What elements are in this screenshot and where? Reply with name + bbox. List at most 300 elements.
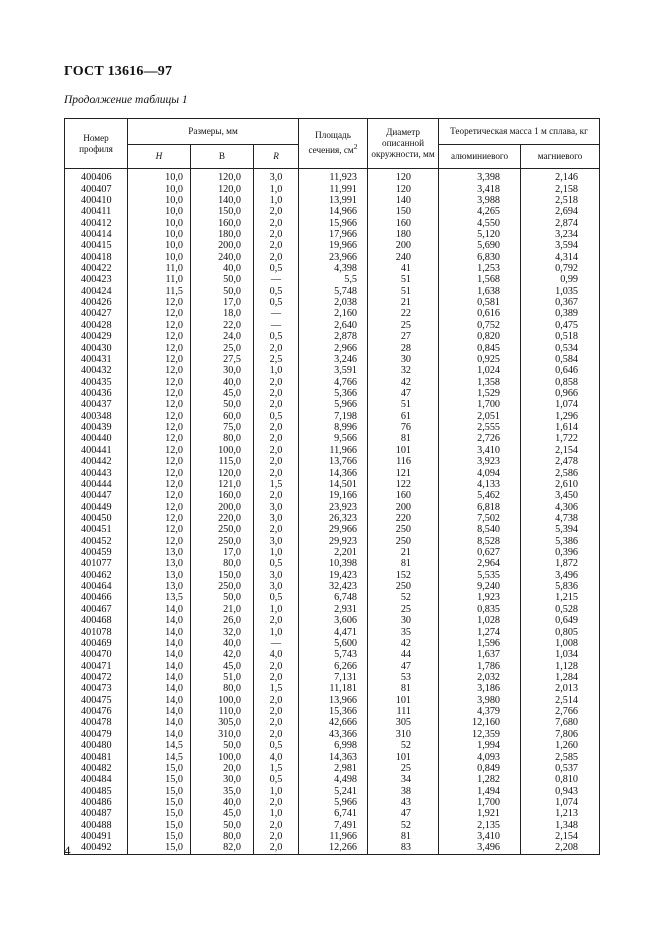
height-H-cell: 14,0	[128, 604, 191, 615]
width-B-cell: 40,0	[191, 638, 254, 649]
height-H-cell: 14,0	[128, 660, 191, 671]
mass-magnesium-cell: 5,394	[521, 524, 600, 535]
section-area-cell: 5,366	[299, 388, 368, 399]
profile-number-cell: 401077	[65, 558, 128, 569]
radius-R-cell: 3,0	[254, 501, 299, 512]
section-area-cell: 23,923	[299, 501, 368, 512]
width-B-cell: 42,0	[191, 649, 254, 660]
height-H-cell: 14,0	[128, 706, 191, 717]
table-continuation-caption: Продолжение таблицы 1	[64, 94, 188, 106]
section-area-cell: 29,923	[299, 536, 368, 547]
table-row	[65, 411, 600, 422]
radius-R-cell: 2,0	[254, 433, 299, 444]
mass-aluminum-cell: 6,818	[439, 501, 521, 512]
mass-aluminum-cell: 3,496	[439, 842, 521, 854]
circumscribed-diameter-cell: 81	[368, 831, 439, 842]
mass-aluminum-cell: 3,988	[439, 195, 521, 206]
width-B-cell: 80,0	[191, 558, 254, 569]
mass-aluminum-cell: 2,726	[439, 433, 521, 444]
table-row	[65, 729, 600, 740]
mass-magnesium-cell: 2,514	[521, 695, 600, 706]
width-B-cell: 160,0	[191, 490, 254, 501]
width-B-cell: 80,0	[191, 831, 254, 842]
mass-magnesium-cell: 4,314	[521, 252, 600, 263]
table-row	[65, 604, 600, 615]
radius-R-cell: 0,5	[254, 592, 299, 603]
radius-R-cell: 1,0	[254, 808, 299, 819]
section-area-cell: 15,966	[299, 217, 368, 228]
mass-magnesium-cell: 1,128	[521, 660, 600, 671]
radius-R-cell: 2,0	[254, 797, 299, 808]
mass-magnesium-cell: 0,367	[521, 297, 600, 308]
mass-magnesium-cell: 1,722	[521, 433, 600, 444]
table-row	[65, 365, 600, 376]
mass-magnesium-cell: 1,213	[521, 808, 600, 819]
height-H-cell: 14,0	[128, 695, 191, 706]
circumscribed-diameter-cell: 111	[368, 706, 439, 717]
table-row	[65, 592, 600, 603]
height-H-cell: 14,0	[128, 615, 191, 626]
width-B-cell: 40,0	[191, 797, 254, 808]
mass-aluminum-cell: 1,700	[439, 797, 521, 808]
radius-R-cell: 1,0	[254, 626, 299, 637]
height-H-cell: 14,0	[128, 638, 191, 649]
table-row	[65, 169, 600, 184]
mass-aluminum-cell: 6,830	[439, 252, 521, 263]
radius-R-cell: 0,5	[254, 331, 299, 342]
circumscribed-diameter-cell: 25	[368, 604, 439, 615]
table-row	[65, 183, 600, 194]
width-B-cell: 150,0	[191, 206, 254, 217]
section-area-cell: 13,766	[299, 456, 368, 467]
profile-number-cell: 400452	[65, 536, 128, 547]
table-row	[65, 706, 600, 717]
mass-magnesium-cell: 2,158	[521, 183, 600, 194]
profile-number-cell: 400423	[65, 274, 128, 285]
table-row	[65, 456, 600, 467]
circumscribed-diameter-cell: 61	[368, 411, 439, 422]
radius-R-cell: 1,0	[254, 183, 299, 194]
section-area-cell: 13,991	[299, 195, 368, 206]
table-row	[65, 660, 600, 671]
width-B-cell: 32,0	[191, 626, 254, 637]
profile-number-cell: 400488	[65, 819, 128, 830]
header-theoretical-mass: Теоретическая масса 1 м сплава, кг	[439, 119, 600, 145]
profile-number-cell: 400410	[65, 195, 128, 206]
height-H-cell: 14,0	[128, 672, 191, 683]
circumscribed-diameter-cell: 22	[368, 308, 439, 319]
table-row	[65, 501, 600, 512]
circumscribed-diameter-cell: 220	[368, 513, 439, 524]
mass-aluminum-cell: 0,752	[439, 320, 521, 331]
width-B-cell: 26,0	[191, 615, 254, 626]
mass-aluminum-cell: 3,980	[439, 695, 521, 706]
mass-aluminum-cell: 0,835	[439, 604, 521, 615]
mass-magnesium-cell: 0,943	[521, 785, 600, 796]
height-H-cell: 10,0	[128, 240, 191, 251]
height-H-cell: 13,5	[128, 592, 191, 603]
mass-magnesium-cell: 5,836	[521, 581, 600, 592]
mass-magnesium-cell: 2,013	[521, 683, 600, 694]
section-area-cell: 5,743	[299, 649, 368, 660]
height-H-cell: 15,0	[128, 785, 191, 796]
radius-R-cell: 2,0	[254, 229, 299, 240]
mass-magnesium-cell: 1,034	[521, 649, 600, 660]
circumscribed-diameter-cell: 28	[368, 342, 439, 353]
height-H-cell: 12,0	[128, 456, 191, 467]
circumscribed-diameter-cell: 47	[368, 388, 439, 399]
profile-number-cell: 400441	[65, 445, 128, 456]
mass-magnesium-cell: 2,154	[521, 445, 600, 456]
table-row	[65, 399, 600, 410]
circumscribed-diameter-cell: 121	[368, 467, 439, 478]
circumscribed-diameter-cell: 200	[368, 240, 439, 251]
section-area-cell: 5,241	[299, 785, 368, 796]
circumscribed-diameter-cell: 122	[368, 479, 439, 490]
section-area-cell: 11,923	[299, 169, 368, 184]
table-row	[65, 263, 600, 274]
table-row	[65, 536, 600, 547]
mass-aluminum-cell: 8,540	[439, 524, 521, 535]
circumscribed-diameter-cell: 30	[368, 615, 439, 626]
mass-magnesium-cell: 1,008	[521, 638, 600, 649]
circumscribed-diameter-cell: 101	[368, 695, 439, 706]
table-row	[65, 206, 600, 217]
table-row	[65, 672, 600, 683]
document-header: ГОСТ 13616—97	[64, 64, 173, 79]
profile-number-cell: 400437	[65, 399, 128, 410]
circumscribed-diameter-cell: 83	[368, 842, 439, 854]
profile-number-cell: 400415	[65, 240, 128, 251]
table-row	[65, 524, 600, 535]
radius-R-cell: 2,0	[254, 672, 299, 683]
mass-magnesium-cell: 5,386	[521, 536, 600, 547]
table-row	[65, 422, 600, 433]
circumscribed-diameter-cell: 305	[368, 717, 439, 728]
radius-R-cell: 0,5	[254, 558, 299, 569]
height-H-cell: 11,0	[128, 274, 191, 285]
mass-magnesium-cell: 1,614	[521, 422, 600, 433]
profile-number-cell: 400418	[65, 252, 128, 263]
table-row	[65, 558, 600, 569]
circumscribed-diameter-cell: 34	[368, 774, 439, 785]
section-area-cell: 2,201	[299, 547, 368, 558]
mass-magnesium-cell: 0,584	[521, 354, 600, 365]
height-H-cell: 12,0	[128, 501, 191, 512]
circumscribed-diameter-cell: 180	[368, 229, 439, 240]
width-B-cell: 82,0	[191, 842, 254, 854]
radius-R-cell: 2,0	[254, 842, 299, 854]
profile-number-cell: 400464	[65, 581, 128, 592]
circumscribed-diameter-cell: 51	[368, 399, 439, 410]
section-area-cell: 6,748	[299, 592, 368, 603]
radius-R-cell: 2,0	[254, 615, 299, 626]
radius-R-cell: 2,0	[254, 252, 299, 263]
section-area-cell: 2,981	[299, 763, 368, 774]
height-H-cell: 12,0	[128, 467, 191, 478]
radius-R-cell: 1,0	[254, 365, 299, 376]
circumscribed-diameter-cell: 21	[368, 547, 439, 558]
circumscribed-diameter-cell: 53	[368, 672, 439, 683]
width-B-cell: 50,0	[191, 592, 254, 603]
mass-magnesium-cell: 3,594	[521, 240, 600, 251]
width-B-cell: 22,0	[191, 320, 254, 331]
mass-magnesium-cell: 2,146	[521, 169, 600, 184]
circumscribed-diameter-cell: 250	[368, 524, 439, 535]
profile-number-cell: 400435	[65, 376, 128, 387]
mass-aluminum-cell: 1,028	[439, 615, 521, 626]
radius-R-cell: 1,5	[254, 683, 299, 694]
section-area-cell: 23,966	[299, 252, 368, 263]
mass-aluminum-cell: 2,964	[439, 558, 521, 569]
table-row	[65, 479, 600, 490]
radius-R-cell: 4,0	[254, 649, 299, 660]
circumscribed-diameter-cell: 52	[368, 740, 439, 751]
width-B-cell: 35,0	[191, 785, 254, 796]
profile-number-cell: 400430	[65, 342, 128, 353]
circumscribed-diameter-cell: 25	[368, 763, 439, 774]
section-area-cell: 19,166	[299, 490, 368, 501]
header-diameter: Диаметр описанной окружности, мм	[368, 119, 439, 169]
radius-R-cell: 2,0	[254, 388, 299, 399]
width-B-cell: 45,0	[191, 808, 254, 819]
mass-aluminum-cell: 5,462	[439, 490, 521, 501]
height-H-cell: 14,0	[128, 649, 191, 660]
section-area-cell: 13,966	[299, 695, 368, 706]
height-H-cell: 14,0	[128, 683, 191, 694]
table-row	[65, 433, 600, 444]
table-row	[65, 195, 600, 206]
profile-number-cell: 400443	[65, 467, 128, 478]
section-area-cell: 12,266	[299, 842, 368, 854]
mass-magnesium-cell: 1,872	[521, 558, 600, 569]
radius-R-cell: 2,0	[254, 490, 299, 501]
height-H-cell: 10,0	[128, 183, 191, 194]
width-B-cell: 30,0	[191, 774, 254, 785]
mass-magnesium-cell: 4,738	[521, 513, 600, 524]
width-B-cell: 115,0	[191, 456, 254, 467]
mass-aluminum-cell: 0,616	[439, 308, 521, 319]
width-B-cell: 24,0	[191, 331, 254, 342]
width-B-cell: 45,0	[191, 660, 254, 671]
width-B-cell: 150,0	[191, 570, 254, 581]
mass-magnesium-cell: 2,585	[521, 751, 600, 762]
header-magnesium: магниевого	[521, 145, 600, 169]
height-H-cell: 15,0	[128, 819, 191, 830]
table-row	[65, 740, 600, 751]
table-row	[65, 388, 600, 399]
mass-aluminum-cell: 2,555	[439, 422, 521, 433]
section-area-cell: 2,160	[299, 308, 368, 319]
mass-aluminum-cell: 9,240	[439, 581, 521, 592]
section-area-cell: 3,246	[299, 354, 368, 365]
width-B-cell: 80,0	[191, 433, 254, 444]
header-aluminum: алюминиевого	[439, 145, 521, 169]
height-H-cell: 12,0	[128, 399, 191, 410]
height-H-cell: 12,0	[128, 524, 191, 535]
radius-R-cell: 2,0	[254, 456, 299, 467]
section-area-cell: 10,398	[299, 558, 368, 569]
table-row	[65, 342, 600, 353]
header-B: B	[191, 145, 254, 169]
height-H-cell: 12,0	[128, 297, 191, 308]
height-H-cell: 14,5	[128, 751, 191, 762]
mass-magnesium-cell: 4,306	[521, 501, 600, 512]
profile-number-cell: 400484	[65, 774, 128, 785]
width-B-cell: 20,0	[191, 763, 254, 774]
height-H-cell: 12,0	[128, 411, 191, 422]
circumscribed-diameter-cell: 250	[368, 536, 439, 547]
circumscribed-diameter-cell: 32	[368, 365, 439, 376]
height-H-cell: 12,0	[128, 308, 191, 319]
circumscribed-diameter-cell: 81	[368, 683, 439, 694]
height-H-cell: 15,0	[128, 831, 191, 842]
mass-aluminum-cell: 0,820	[439, 331, 521, 342]
circumscribed-diameter-cell: 240	[368, 252, 439, 263]
radius-R-cell: 1,0	[254, 195, 299, 206]
radius-R-cell: 0,5	[254, 774, 299, 785]
section-area-cell: 32,423	[299, 581, 368, 592]
mass-magnesium-cell: 7,680	[521, 717, 600, 728]
profile-number-cell: 400470	[65, 649, 128, 660]
width-B-cell: 100,0	[191, 695, 254, 706]
width-B-cell: 120,0	[191, 169, 254, 184]
table-row	[65, 240, 600, 251]
radius-R-cell: 2,0	[254, 399, 299, 410]
radius-R-cell: 0,5	[254, 411, 299, 422]
width-B-cell: 30,0	[191, 365, 254, 376]
width-B-cell: 120,0	[191, 467, 254, 478]
height-H-cell: 12,0	[128, 388, 191, 399]
mass-magnesium-cell: 2,694	[521, 206, 600, 217]
profile-number-cell: 400440	[65, 433, 128, 444]
section-area-cell: 11,181	[299, 683, 368, 694]
profile-number-cell: 400406	[65, 169, 128, 184]
circumscribed-diameter-cell: 47	[368, 808, 439, 819]
width-B-cell: 250,0	[191, 536, 254, 547]
height-H-cell: 10,0	[128, 217, 191, 228]
mass-aluminum-cell: 2,135	[439, 819, 521, 830]
mass-magnesium-cell: 2,478	[521, 456, 600, 467]
section-area-cell: 7,131	[299, 672, 368, 683]
mass-aluminum-cell: 4,265	[439, 206, 521, 217]
table-row	[65, 808, 600, 819]
height-H-cell: 12,0	[128, 445, 191, 456]
mass-magnesium-cell: 0,792	[521, 263, 600, 274]
profile-number-cell: 400432	[65, 365, 128, 376]
mass-aluminum-cell: 1,529	[439, 388, 521, 399]
circumscribed-diameter-cell: 44	[368, 649, 439, 660]
mass-magnesium-cell: 3,450	[521, 490, 600, 501]
profile-number-cell: 400426	[65, 297, 128, 308]
height-H-cell: 10,0	[128, 229, 191, 240]
circumscribed-diameter-cell: 42	[368, 376, 439, 387]
table-row	[65, 274, 600, 285]
mass-aluminum-cell: 0,627	[439, 547, 521, 558]
mass-aluminum-cell: 1,638	[439, 286, 521, 297]
mass-magnesium-cell: 1,074	[521, 399, 600, 410]
mass-magnesium-cell: 1,215	[521, 592, 600, 603]
mass-magnesium-cell: 1,260	[521, 740, 600, 751]
radius-R-cell: 1,5	[254, 763, 299, 774]
table-row	[65, 683, 600, 694]
profile-number-cell: 400451	[65, 524, 128, 535]
mass-aluminum-cell: 3,186	[439, 683, 521, 694]
mass-aluminum-cell: 5,535	[439, 570, 521, 581]
mass-magnesium-cell: 2,154	[521, 831, 600, 842]
profile-number-cell: 400412	[65, 217, 128, 228]
table-row	[65, 354, 600, 365]
circumscribed-diameter-cell: 52	[368, 592, 439, 603]
section-area-cell: 42,666	[299, 717, 368, 728]
mass-magnesium-cell: 2,518	[521, 195, 600, 206]
circumscribed-diameter-cell: 160	[368, 490, 439, 501]
width-B-cell: 200,0	[191, 240, 254, 251]
profile-number-cell: 400414	[65, 229, 128, 240]
profile-number-cell: 400348	[65, 411, 128, 422]
radius-R-cell: 2,0	[254, 729, 299, 740]
height-H-cell: 14,0	[128, 626, 191, 637]
section-area-cell: 2,038	[299, 297, 368, 308]
mass-aluminum-cell: 1,921	[439, 808, 521, 819]
mass-magnesium-cell: 0,389	[521, 308, 600, 319]
table-row	[65, 376, 600, 387]
mass-aluminum-cell: 1,994	[439, 740, 521, 751]
circumscribed-diameter-cell: 101	[368, 751, 439, 762]
table-row	[65, 717, 600, 728]
mass-magnesium-cell: 2,874	[521, 217, 600, 228]
radius-R-cell: 0,5	[254, 263, 299, 274]
section-area-cell: 3,591	[299, 365, 368, 376]
section-area-cell: 29,966	[299, 524, 368, 535]
circumscribed-diameter-cell: 76	[368, 422, 439, 433]
mass-magnesium-cell: 1,284	[521, 672, 600, 683]
radius-R-cell: 2,0	[254, 695, 299, 706]
profile-number-cell: 400479	[65, 729, 128, 740]
circumscribed-diameter-cell: 38	[368, 785, 439, 796]
radius-R-cell: 2,0	[254, 422, 299, 433]
width-B-cell: 120,0	[191, 183, 254, 194]
height-H-cell: 13,0	[128, 547, 191, 558]
height-H-cell: 15,0	[128, 808, 191, 819]
table-row	[65, 638, 600, 649]
profile-number-cell: 400486	[65, 797, 128, 808]
width-B-cell: 100,0	[191, 751, 254, 762]
section-area-cell: 19,966	[299, 240, 368, 251]
table-row	[65, 547, 600, 558]
circumscribed-diameter-cell: 27	[368, 331, 439, 342]
height-H-cell: 14,0	[128, 729, 191, 740]
mass-aluminum-cell: 4,133	[439, 479, 521, 490]
table-row	[65, 626, 600, 637]
mass-aluminum-cell: 1,786	[439, 660, 521, 671]
radius-R-cell: 2,0	[254, 524, 299, 535]
circumscribed-diameter-cell: 116	[368, 456, 439, 467]
mass-aluminum-cell: 3,410	[439, 445, 521, 456]
section-area-cell: 11,966	[299, 445, 368, 456]
section-area-cell: 6,998	[299, 740, 368, 751]
mass-magnesium-cell: 0,646	[521, 365, 600, 376]
mass-aluminum-cell: 0,849	[439, 763, 521, 774]
mass-magnesium-cell: 1,074	[521, 797, 600, 808]
section-area-cell: 15,366	[299, 706, 368, 717]
circumscribed-diameter-cell: 35	[368, 626, 439, 637]
height-H-cell: 15,0	[128, 797, 191, 808]
circumscribed-diameter-cell: 152	[368, 570, 439, 581]
width-B-cell: 50,0	[191, 819, 254, 830]
radius-R-cell: 3,0	[254, 570, 299, 581]
mass-aluminum-cell: 3,418	[439, 183, 521, 194]
